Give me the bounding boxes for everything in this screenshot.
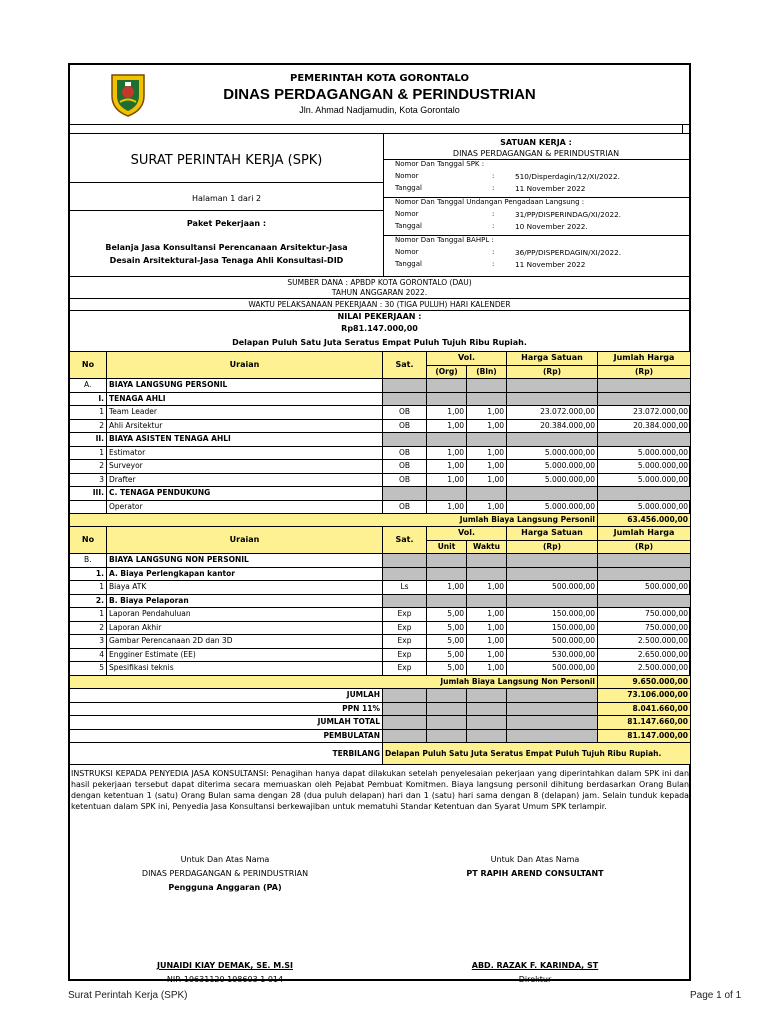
row-harga: 5.000.000,00 <box>507 473 598 487</box>
row-sat: OB <box>383 460 427 474</box>
row-sat: Exp <box>383 648 427 662</box>
tahun-anggaran: TAHUN ANGGARAN 2022. <box>331 288 428 297</box>
row-sat: OB <box>383 446 427 460</box>
satuan-kerja-label: SATUAN KERJA : <box>500 138 572 147</box>
sign-right-name: ABD. RAZAK F. KARINDA, ST <box>471 961 599 970</box>
row-jumlah: 5.000.000,00 <box>598 473 691 487</box>
section-row <box>70 554 691 568</box>
ref-colon: : <box>492 222 495 230</box>
ref-nomor-label: Nomor <box>395 248 419 256</box>
ref-heading: Nomor Dan Tanggal BAHPL : <box>395 236 494 244</box>
row-uraian: Laporan Akhir <box>107 621 383 635</box>
table-row <box>70 662 691 676</box>
subtotal-row <box>70 514 691 528</box>
row-uraian: Biaya ATK <box>107 581 383 595</box>
table-row <box>70 635 691 649</box>
row-vol2: 1,00 <box>467 419 507 433</box>
row-vol2: 1,00 <box>467 648 507 662</box>
row-vol2: 1,00 <box>467 500 507 514</box>
sign-right-role: Direktur <box>518 975 552 984</box>
shade-cell <box>383 729 427 743</box>
table-row <box>70 460 691 474</box>
row-no: 1 <box>70 608 107 622</box>
group-row <box>70 567 691 581</box>
col-header-harga-unit: (Rp) <box>507 365 598 379</box>
row-harga: 530.000,00 <box>507 648 598 662</box>
group-no: III. <box>70 487 107 501</box>
shade-cell <box>427 594 467 608</box>
row-sat: Exp <box>383 608 427 622</box>
row-uraian: Drafter <box>107 473 383 487</box>
row-vol1: 1,00 <box>427 500 467 514</box>
row-jumlah: 5.000.000,00 <box>598 460 691 474</box>
col-header-jumlah: Jumlah Harga <box>598 527 691 541</box>
col-header-vol2: Waktu <box>467 540 507 554</box>
col-header-vol1: Unit <box>427 540 467 554</box>
table-row <box>70 419 691 433</box>
row-no: 3 <box>70 635 107 649</box>
total-row <box>70 729 691 743</box>
row-vol2: 1,00 <box>467 662 507 676</box>
row-jumlah: 750.000,00 <box>598 621 691 635</box>
table-row <box>70 446 691 460</box>
col-header-vol: Vol. <box>427 352 507 366</box>
satuan-kerja-value: DINAS PERDAGANGAN & PERINDUSTRIAN <box>452 149 620 158</box>
col-header-jumlah-unit: (Rp) <box>598 540 691 554</box>
table-row <box>70 473 691 487</box>
col-header-no: No <box>70 527 107 554</box>
paket-label: Paket Pekerjaan : <box>186 219 267 228</box>
group-no: II. <box>70 433 107 447</box>
row-uraian: Operator <box>107 500 383 514</box>
shade-cell <box>598 379 691 393</box>
col-header-sat: Sat. <box>383 527 427 554</box>
shade-cell <box>507 379 598 393</box>
ref-tanggal-label: Tanggal <box>395 260 422 268</box>
row-vol1: 5,00 <box>427 662 467 676</box>
row-harga: 500.000,00 <box>507 635 598 649</box>
row-vol2: 1,00 <box>467 581 507 595</box>
col-header-no: No <box>70 352 107 379</box>
agency-name: DINAS PERDAGANGAN & PERINDUSTRIAN <box>223 86 536 103</box>
shade-cell <box>598 594 691 608</box>
shade-cell <box>427 554 467 568</box>
group-row <box>70 487 691 501</box>
row-vol1: 5,00 <box>427 648 467 662</box>
row-harga: 23.072.000,00 <box>507 406 598 420</box>
shade-cell <box>507 487 598 501</box>
ref-colon: : <box>492 172 495 180</box>
row-vol1: 1,00 <box>427 446 467 460</box>
row-sat: OB <box>383 419 427 433</box>
group-label: BIAYA ASISTEN TENAGA AHLI <box>107 433 383 447</box>
ref-nomor-label: Nomor <box>395 210 419 218</box>
ref-tanggal-value: 11 November 2022 <box>515 260 586 269</box>
nilai-pekerjaan-value: Rp81.147.000,00 <box>341 324 418 333</box>
table-biaya-non-personil <box>69 526 691 765</box>
row-sat: OB <box>383 500 427 514</box>
table-row <box>70 648 691 662</box>
col-header-uraian: Uraian <box>107 527 383 554</box>
group-row <box>70 433 691 447</box>
sumber-dana: SUMBER DANA : APBDP KOTA GORONTALO (DAU) <box>287 278 472 287</box>
group-label: C. TENAGA PENDUKUNG <box>107 487 383 501</box>
row-vol1: 1,00 <box>427 581 467 595</box>
row-no: 1 <box>70 581 107 595</box>
shade-cell <box>467 716 507 730</box>
row-uraian: Team Leader <box>107 406 383 420</box>
row-uraian: Laporan Pendahuluan <box>107 608 383 622</box>
shade-cell <box>383 702 427 716</box>
shade-cell <box>427 567 467 581</box>
terbilang-row <box>70 743 691 765</box>
table-row <box>70 581 691 595</box>
row-sat: Exp <box>383 621 427 635</box>
row-vol2: 1,00 <box>467 608 507 622</box>
section-no: A. <box>70 379 107 393</box>
shade-cell <box>467 689 507 703</box>
shade-cell <box>467 487 507 501</box>
shade-cell <box>383 716 427 730</box>
row-jumlah: 2.500.000,00 <box>598 662 691 676</box>
row-vol2: 1,00 <box>467 621 507 635</box>
terbilang-label: TERBILANG <box>70 743 383 765</box>
table-row <box>70 500 691 514</box>
row-harga: 500.000,00 <box>507 581 598 595</box>
shade-cell <box>427 379 467 393</box>
shade-cell <box>507 594 598 608</box>
row-jumlah: 2.650.000,00 <box>598 648 691 662</box>
nilai-pekerjaan-label: NILAI PEKERJAAN : <box>337 312 422 321</box>
row-harga: 150.000,00 <box>507 608 598 622</box>
group-no: 2. <box>70 594 107 608</box>
col-header-sat: Sat. <box>383 352 427 379</box>
waktu-pelaksanaan: WAKTU PELAKSANAAN PEKERJAAN : 30 (TIGA PULUH) HARI KALENDER <box>248 300 511 309</box>
shade-cell <box>507 689 598 703</box>
col-header-vol2: (Bln) <box>467 365 507 379</box>
ref-nomor-value: 510/Disperdagin/12/XI/2022. <box>515 172 620 181</box>
total-value: 8.041.660,00 <box>598 702 691 716</box>
section-row <box>70 379 691 393</box>
row-jumlah: 23.072.000,00 <box>598 406 691 420</box>
ref-nomor-label: Nomor <box>395 172 419 180</box>
row-vol1: 1,00 <box>427 419 467 433</box>
sign-right-line1: Untuk Dan Atas Nama <box>490 855 580 864</box>
shade-cell <box>467 702 507 716</box>
shade-cell <box>507 729 598 743</box>
row-uraian: Ahli Arsitektur <box>107 419 383 433</box>
total-value: 81.147.660,00 <box>598 716 691 730</box>
row-jumlah: 5.000.000,00 <box>598 446 691 460</box>
group-row <box>70 594 691 608</box>
row-no: 2 <box>70 621 107 635</box>
row-vol2: 1,00 <box>467 473 507 487</box>
shade-cell <box>383 554 427 568</box>
shade-cell <box>507 554 598 568</box>
subtotal-label: Jumlah Biaya Langsung Personil <box>70 514 598 528</box>
row-sat: OB <box>383 473 427 487</box>
ref-nomor-value: 31/PP/DISPERINDAG/XI/2022. <box>515 210 622 219</box>
sign-left-role: Pengguna Anggaran (PA) <box>168 883 282 892</box>
row-uraian: Spesifikasi teknis <box>107 662 383 676</box>
row-uraian: Estimator <box>107 446 383 460</box>
shade-cell <box>383 379 427 393</box>
row-vol1: 1,00 <box>427 460 467 474</box>
col-header-harga: Harga Satuan <box>507 352 598 366</box>
row-vol1: 5,00 <box>427 635 467 649</box>
group-label: B. Biaya Pelaporan <box>107 594 383 608</box>
row-jumlah: 500.000,00 <box>598 581 691 595</box>
row-no: 1 <box>70 446 107 460</box>
nilai-pekerjaan-words: Delapan Puluh Satu Juta Seratus Empat Puluh Tujuh Ribu Rupiah. <box>232 338 527 347</box>
ref-tanggal-label: Tanggal <box>395 222 422 230</box>
shade-cell <box>467 433 507 447</box>
table-biaya-personil <box>69 351 691 528</box>
subtotal-label: Jumlah Biaya Langsung Non Personil <box>70 675 598 689</box>
row-no <box>70 500 107 514</box>
footer-left: Surat Perintah Kerja (SPK) <box>68 990 188 1001</box>
ref-nomor-value: 36/PP/DISPERDAGIN/XI/2022. <box>515 248 622 257</box>
government-name: PEMERINTAH KOTA GORONTALO <box>289 73 469 84</box>
shade-cell <box>598 487 691 501</box>
section-label: BIAYA LANGSUNG NON PERSONIL <box>107 554 383 568</box>
col-header-vol1: (Org) <box>427 365 467 379</box>
row-sat: Ls <box>383 581 427 595</box>
shade-cell <box>383 567 427 581</box>
row-harga: 5.000.000,00 <box>507 500 598 514</box>
shade-cell <box>467 594 507 608</box>
shade-cell <box>507 392 598 406</box>
col-header-jumlah: Jumlah Harga <box>598 352 691 366</box>
shade-cell <box>427 689 467 703</box>
row-sat: OB <box>383 406 427 420</box>
row-jumlah: 20.384.000,00 <box>598 419 691 433</box>
footer-right: Page 1 of 1 <box>690 990 742 1001</box>
group-label: TENAGA AHLI <box>107 392 383 406</box>
row-sat: Exp <box>383 662 427 676</box>
row-harga: 5.000.000,00 <box>507 446 598 460</box>
col-header-harga-unit: (Rp) <box>507 540 598 554</box>
row-no: 1 <box>70 406 107 420</box>
shade-cell <box>383 487 427 501</box>
row-harga: 20.384.000,00 <box>507 419 598 433</box>
ref-colon: : <box>492 210 495 218</box>
total-label: PEMBULATAN <box>70 729 383 743</box>
ref-heading: Nomor Dan Tanggal Undangan Pengadaan Langsung : <box>395 198 585 206</box>
row-sat: Exp <box>383 635 427 649</box>
total-value: 73.106.000,00 <box>598 689 691 703</box>
shade-cell <box>427 392 467 406</box>
shade-cell <box>598 567 691 581</box>
subtotal-row <box>70 675 691 689</box>
col-header-vol: Vol. <box>427 527 507 541</box>
shade-cell <box>598 554 691 568</box>
shade-cell <box>467 554 507 568</box>
ref-tanggal-label: Tanggal <box>395 184 422 192</box>
section-no: B. <box>70 554 107 568</box>
total-label: JUMLAH <box>70 689 383 703</box>
total-value: 81.147.000,00 <box>598 729 691 743</box>
ref-tanggal-value: 11 November 2022 <box>515 184 586 193</box>
ref-colon: : <box>492 248 495 256</box>
row-uraian: Engginer Estimate (EE) <box>107 648 383 662</box>
shade-cell <box>427 433 467 447</box>
row-vol2: 1,00 <box>467 460 507 474</box>
spk-title: SURAT PERINTAH KERJA (SPK) <box>130 153 323 168</box>
table-row <box>70 621 691 635</box>
total-label: JUMLAH TOTAL <box>70 716 383 730</box>
ref-colon: : <box>492 260 495 268</box>
row-vol2: 1,00 <box>467 446 507 460</box>
shade-cell <box>467 379 507 393</box>
total-row <box>70 716 691 730</box>
row-jumlah: 5.000.000,00 <box>598 500 691 514</box>
shade-cell <box>427 487 467 501</box>
row-vol2: 1,00 <box>467 635 507 649</box>
row-jumlah: 2.500.000,00 <box>598 635 691 649</box>
shade-cell <box>383 689 427 703</box>
row-harga: 500.000,00 <box>507 662 598 676</box>
agency-address: Jln. Ahmad Nadjamudin, Kota Gorontalo <box>299 105 460 115</box>
row-vol2: 1,00 <box>467 406 507 420</box>
row-uraian: Gambar Perencanaan 2D dan 3D <box>107 635 383 649</box>
terbilang-value: Delapan Puluh Satu Juta Seratus Empat Puluh Tujuh Ribu Rupiah. <box>383 743 691 765</box>
row-no: 5 <box>70 662 107 676</box>
ref-colon: : <box>492 184 495 192</box>
shade-cell <box>467 729 507 743</box>
row-vol1: 1,00 <box>427 473 467 487</box>
shade-cell <box>507 433 598 447</box>
row-no: 3 <box>70 473 107 487</box>
subtotal-value: 63.456.000,00 <box>598 514 691 528</box>
spk-document <box>68 63 691 984</box>
row-uraian: Surveyor <box>107 460 383 474</box>
ref-heading: Nomor Dan Tanggal SPK : <box>395 160 485 168</box>
paket-line-1: Belanja Jasa Konsultansi Perencanaan Arsitektur-Jasa <box>105 243 348 252</box>
sign-right-line2: PT RAPIH AREND CONSULTANT <box>466 869 604 878</box>
table-row <box>70 608 691 622</box>
group-label: A. Biaya Perlengkapan kantor <box>107 567 383 581</box>
shade-cell <box>427 716 467 730</box>
paket-line-2: Desain Arsitektural-Jasa Tenaga Ahli Konsultasi-DID <box>109 256 344 265</box>
sign-left-nip: NIP. 19631120 198603 1 014 <box>166 975 284 984</box>
col-header-jumlah-unit: (Rp) <box>598 365 691 379</box>
sign-left-line2: DINAS PERDAGANGAN & PERINDUSTRIAN <box>141 869 309 878</box>
total-row <box>70 689 691 703</box>
group-no: 1. <box>70 567 107 581</box>
shade-cell <box>427 702 467 716</box>
row-vol1: 1,00 <box>427 406 467 420</box>
shade-cell <box>598 433 691 447</box>
row-jumlah: 750.000,00 <box>598 608 691 622</box>
shade-cell <box>383 433 427 447</box>
shade-cell <box>507 567 598 581</box>
section-label: BIAYA LANGSUNG PERSONIL <box>107 379 383 393</box>
ref-tanggal-value: 10 November 2022. <box>515 222 588 231</box>
row-no: 4 <box>70 648 107 662</box>
instruksi-text: INSTRUKSI KEPADA PENYEDIA JASA KONSULTANSI: Penagihan hanya dapat dilakukan setelah penyelesaian pekerjaan yang diperintahkan dalam SPK ini dan hasil pekerjaan tersebut dapat diterima secara memuaskan oleh Pejabat Pembuat Komitmen. Biaya langsung personil dihitung berdasarkan Orang Bulan dengan ketentuan 1 (satu) Orang Bulan sama dengan 28 (dua puluh delapan) hari dan 1 (satu) hari sama dengan 8 (delapan) jam. Selain tunduk kepada ketentuan dalam SPK ini, Penyedia Jasa Konsultansi berkewajiban untuk mematuhi Standar Ketentuan dan Syarat Umum SPK terlampir. <box>71 769 689 811</box>
shade-cell <box>383 392 427 406</box>
shade-cell <box>467 392 507 406</box>
sign-left-line1: Untuk Dan Atas Nama <box>180 855 270 864</box>
shade-cell <box>383 594 427 608</box>
row-no: 2 <box>70 460 107 474</box>
total-row <box>70 702 691 716</box>
shade-cell <box>467 567 507 581</box>
table-row <box>70 406 691 420</box>
group-row <box>70 392 691 406</box>
shade-cell <box>598 392 691 406</box>
shade-cell <box>427 729 467 743</box>
total-label: PPN 11% <box>70 702 383 716</box>
shade-cell <box>507 716 598 730</box>
shade-cell <box>507 702 598 716</box>
row-harga: 5.000.000,00 <box>507 460 598 474</box>
subtotal-value: 9.650.000,00 <box>598 675 691 689</box>
page-indicator: Halaman 1 dari 2 <box>191 194 262 203</box>
row-vol1: 5,00 <box>427 608 467 622</box>
col-header-harga: Harga Satuan <box>507 527 598 541</box>
row-harga: 150.000,00 <box>507 621 598 635</box>
row-no: 2 <box>70 419 107 433</box>
sign-left-name: JUNAIDI KIAY DEMAK, SE. M.SI <box>157 961 293 970</box>
group-no: I. <box>70 392 107 406</box>
col-header-uraian: Uraian <box>107 352 383 379</box>
row-vol1: 5,00 <box>427 621 467 635</box>
